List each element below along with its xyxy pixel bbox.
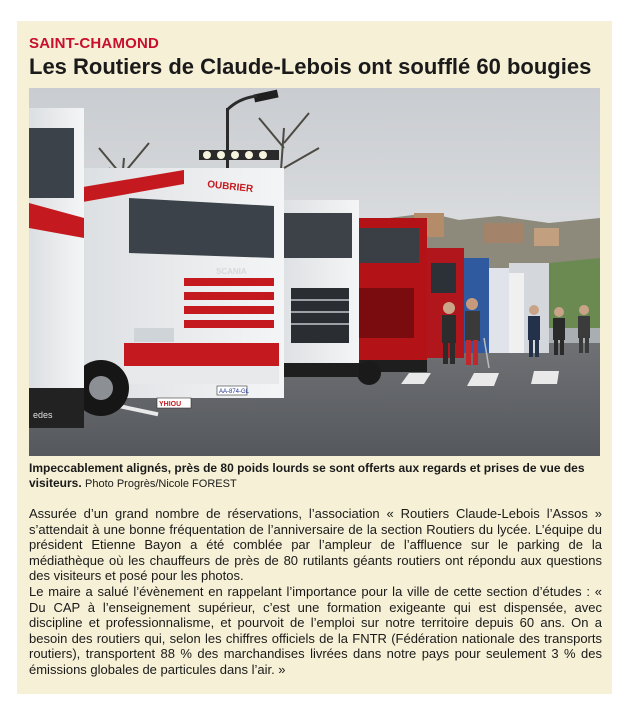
body-paragraph: Assurée d’un grand nombre de réservations, l’association « Routiers Claude-Lebois l’Assos » s’attendait à une bonne fréquentation de l’anniversaire de la section Routiers du lycée. L’équipe du président Etienne Bayon a été comblée par l’ampleur de l’affluence sur le parking de la médiathèque où les chauffeurs de près de 80 rutilants géants routiers ont répondu aux questions des visiteurs et posé pour les photos.	[29, 506, 602, 584]
green-slope	[549, 258, 600, 328]
newspaper-clipping	[17, 21, 612, 694]
cab-brand-label: OUBRIER	[206, 179, 254, 195]
front-sign: YHIOU	[159, 401, 182, 408]
body-paragraph: Le maire a salué l’évènement en rappelant l’importance pour la ville de cette section d’études : « Du CAP à l’enseignement supérieur, c’est une formation exigeante qui est dispensée, avec discipline et professionnalisme, et pourvoit de l’emploi sur notre territoire depuis 60 ans. On a besoin des routiers qui, selon les chiffres officiels de la FNTR (Fédération nationale des transports routiers), transportent 88 % des marchandises livrées dans notre pays pour seulement 3 % des émissions globales de particules dans l’air. »	[29, 583, 602, 677]
license-plate: AA-874-GL	[219, 389, 250, 395]
article-headline: Les Routiers de Claude-Lebois ont soufflé 60 bougies	[29, 54, 592, 79]
white-truck-volvo	[276, 200, 359, 377]
photo-caption	[29, 461, 599, 492]
distant-building	[484, 223, 524, 243]
left-partial-truck	[29, 108, 84, 428]
distant-building	[534, 228, 559, 246]
photo-credit: Photo Progrès/Nicole FOREST	[85, 478, 237, 490]
article-photo	[29, 88, 600, 456]
article-kicker: SAINT-CHAMOND	[29, 35, 160, 52]
trucks-photo-illustration	[29, 88, 600, 456]
partial-brand-label: edes	[33, 410, 53, 420]
caption-text: Impeccablement alignés, près de 80 poids lourds se sont offerts aux regards et prises de vue des visiteurs.	[29, 461, 585, 490]
grille-brand-label: SCANIA	[216, 267, 247, 276]
article-body	[29, 506, 602, 678]
